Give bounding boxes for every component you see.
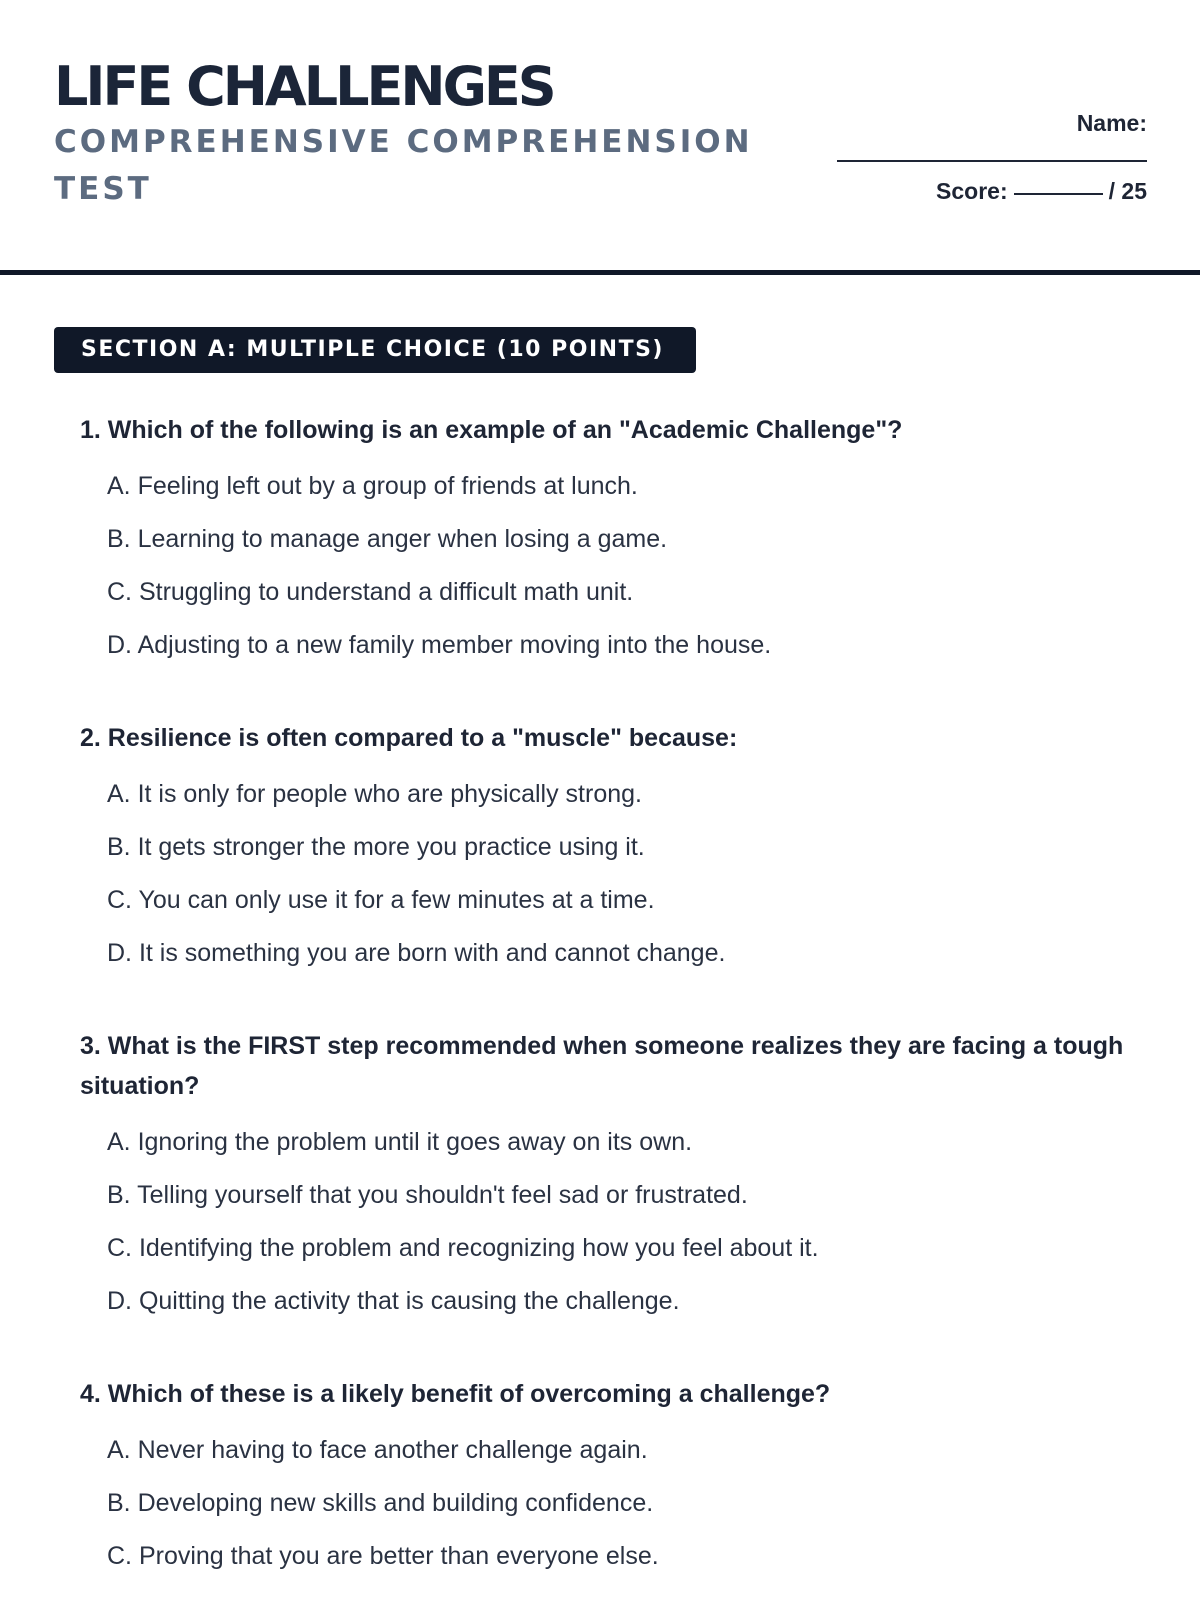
question-list — [80, 410, 1150, 1600]
score-label: Score: — [936, 178, 1008, 204]
option-d[interactable]: D. Quitting the activity that is causing the challenge. — [107, 1287, 680, 1315]
option-d[interactable]: D. Adjusting to a new family member moving into the house. — [107, 631, 772, 659]
option-d[interactable]: D. It is something you are born with and cannot change. — [107, 939, 726, 967]
question-4 — [80, 1374, 1150, 1583]
answer-options — [80, 1424, 1150, 1583]
score-total: / 25 — [1108, 178, 1147, 204]
option-a[interactable]: A. Never having to face another challenge again. — [107, 1436, 648, 1464]
name-blank-line[interactable] — [837, 160, 1147, 162]
student-info — [827, 106, 1147, 208]
page-title: LIFE CHALLENGES — [54, 55, 554, 118]
worksheet-header — [0, 0, 1200, 275]
score-blank-line[interactable] — [1014, 193, 1103, 195]
option-a[interactable]: A. It is only for people who are physically strong. — [107, 780, 642, 808]
option-c[interactable]: C. Proving that you are better than everyone else. — [107, 1542, 659, 1570]
question-text: 4. Which of these is a likely benefit of overcoming a challenge? — [80, 1380, 831, 1408]
name-label: Name: — [1076, 110, 1147, 136]
option-c[interactable]: C. Struggling to understand a difficult math unit. — [107, 578, 634, 606]
answer-options — [80, 1116, 1150, 1328]
score-field — [827, 174, 1147, 208]
question-1 — [80, 410, 1150, 672]
option-b[interactable]: B. It gets stronger the more you practice using it. — [107, 833, 645, 861]
answer-options — [80, 768, 1150, 980]
question-text: 2. Resilience is often compared to a "muscle" because: — [80, 724, 738, 752]
section-a-badge: SECTION A: MULTIPLE CHOICE (10 POINTS) — [54, 327, 696, 373]
question-text: 3. What is the FIRST step recommended when someone realizes they are facing a tough situation? — [80, 1032, 1124, 1100]
option-c[interactable]: C. Identifying the problem and recognizing how you feel about it. — [107, 1234, 819, 1262]
option-b[interactable]: B. Telling yourself that you shouldn't feel sad or frustrated. — [107, 1181, 748, 1209]
question-2 — [80, 718, 1150, 980]
question-3 — [80, 1026, 1150, 1328]
answer-options — [80, 460, 1150, 672]
option-a[interactable]: A. Ignoring the problem until it goes away on its own. — [107, 1128, 693, 1156]
question-text: 1. Which of the following is an example of an "Academic Challenge"? — [80, 416, 903, 444]
page-subtitle: COMPREHENSIVE COMPREHENSION TEST — [54, 124, 753, 207]
option-a[interactable]: A. Feeling left out by a group of friends at lunch. — [107, 472, 638, 500]
option-c[interactable]: C. You can only use it for a few minutes at a time. — [107, 886, 655, 914]
option-b[interactable]: B. Developing new skills and building confidence. — [107, 1489, 654, 1517]
option-b[interactable]: B. Learning to manage anger when losing a game. — [107, 525, 668, 553]
